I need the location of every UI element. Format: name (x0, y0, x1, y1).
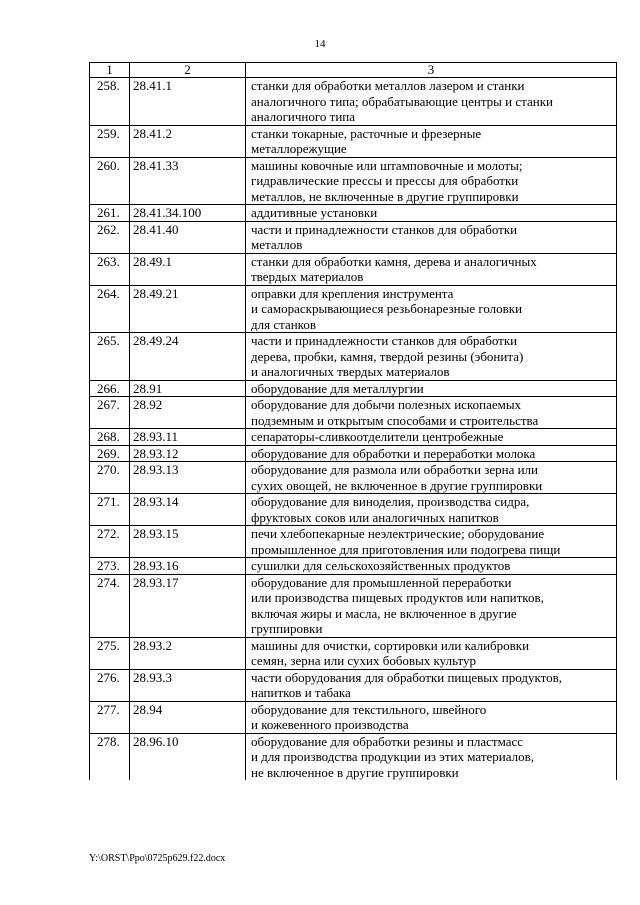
classification-code-cell: 28.41.33 (130, 157, 246, 205)
column-header-1: 1 (90, 63, 130, 78)
table-row (90, 78, 617, 126)
description-cell: станки для обработки металлов лазером и станки аналогичного типа; обрабатывающие центры и станки аналогичного типа (246, 78, 617, 126)
table-row (90, 221, 617, 253)
classification-code-cell: 28.49.21 (130, 285, 246, 333)
table-row (90, 253, 617, 285)
classification-code-cell: 28.93.12 (130, 445, 246, 462)
table-row (90, 637, 617, 669)
table-row (90, 701, 617, 733)
table-row (90, 205, 617, 222)
row-number-cell: 259. (90, 125, 130, 157)
table-row (90, 397, 617, 429)
table-row (90, 380, 617, 397)
table-body (90, 78, 617, 781)
classification-code-cell: 28.41.1 (130, 78, 246, 126)
table-row (90, 462, 617, 494)
row-number-cell: 276. (90, 669, 130, 701)
description-cell: станки токарные, расточные и фрезерные металлорежущие (246, 125, 617, 157)
document-table (89, 62, 617, 780)
classification-code-cell: 28.93.17 (130, 574, 246, 637)
classification-code-cell: 28.93.16 (130, 558, 246, 575)
classification-code-cell: 28.41.2 (130, 125, 246, 157)
table-header (90, 63, 617, 78)
table-row (90, 494, 617, 526)
description-cell: оборудование для промышленной переработки или производства пищевых продуктов или напитков, включая жиры и масла, не включенное в другие группировки (246, 574, 617, 637)
classification-code-cell: 28.96.10 (130, 733, 246, 780)
classification-code-cell: 28.93.3 (130, 669, 246, 701)
row-number-cell: 264. (90, 285, 130, 333)
row-number-cell: 277. (90, 701, 130, 733)
row-number-cell: 267. (90, 397, 130, 429)
row-number-cell: 263. (90, 253, 130, 285)
description-cell: аддитивные установки (246, 205, 617, 222)
table-row (90, 125, 617, 157)
row-number-cell: 271. (90, 494, 130, 526)
description-cell: оправки для крепления инструмента и самораскрывающиеся резьбонарезные головки для станков (246, 285, 617, 333)
table-row (90, 574, 617, 637)
table-header-row (90, 63, 617, 78)
column-header-2: 2 (130, 63, 246, 78)
description-cell: машины для очистки, сортировки или калибровки семян, зерна или сухих бобовых культур (246, 637, 617, 669)
row-number-cell: 258. (90, 78, 130, 126)
description-cell: оборудование для текстильного, швейного и кожевенного производства (246, 701, 617, 733)
row-number-cell: 270. (90, 462, 130, 494)
row-number-cell: 269. (90, 445, 130, 462)
description-cell: части и принадлежности станков для обработки металлов (246, 221, 617, 253)
description-cell: оборудование для металлургии (246, 380, 617, 397)
table-row (90, 333, 617, 381)
column-header-3: 3 (246, 63, 617, 78)
description-cell: оборудование для обработки резины и пластмасс и для производства продукции из этих материалов, не включенное в другие группировки (246, 733, 617, 780)
description-cell: печи хлебопекарные неэлектрические; оборудование промышленное для приготовления или подогрева пищи (246, 526, 617, 558)
file-path-footer: Y:\ORST\Ppo\0725p629.f22.docx (89, 853, 226, 864)
description-cell: сушилки для сельскохозяйственных продуктов (246, 558, 617, 575)
row-number-cell: 275. (90, 637, 130, 669)
description-cell: части оборудования для обработки пищевых продуктов, напитков и табака (246, 669, 617, 701)
description-cell: оборудование для размола или обработки зерна или сухих овощей, не включенное в другие группировки (246, 462, 617, 494)
row-number-cell: 266. (90, 380, 130, 397)
row-number-cell: 273. (90, 558, 130, 575)
table-row (90, 445, 617, 462)
table-row (90, 669, 617, 701)
table-row (90, 285, 617, 333)
row-number-cell: 278. (90, 733, 130, 780)
row-number-cell: 272. (90, 526, 130, 558)
classification-code-cell: 28.92 (130, 397, 246, 429)
classification-code-cell: 28.49.24 (130, 333, 246, 381)
classification-code-cell: 28.41.34.100 (130, 205, 246, 222)
row-number-cell: 262. (90, 221, 130, 253)
classification-code-cell: 28.93.15 (130, 526, 246, 558)
classification-code-cell: 28.91 (130, 380, 246, 397)
classification-code-cell: 28.41.40 (130, 221, 246, 253)
description-cell: оборудование для виноделия, производства сидра, фруктовых соков или аналогичных напитков (246, 494, 617, 526)
table-row (90, 733, 617, 780)
row-number-cell: 268. (90, 429, 130, 446)
classification-code-cell: 28.93.2 (130, 637, 246, 669)
table-row (90, 157, 617, 205)
description-cell: части и принадлежности станков для обработки дерева, пробки, камня, твердой резины (эбонита) и аналогичных твердых материалов (246, 333, 617, 381)
row-number-cell: 261. (90, 205, 130, 222)
description-cell: оборудование для добычи полезных ископаемых подземным и открытым способами и строительства (246, 397, 617, 429)
description-cell: оборудование для обработки и переработки молока (246, 445, 617, 462)
classification-code-cell: 28.94 (130, 701, 246, 733)
description-cell: сепараторы-сливкоотделители центробежные (246, 429, 617, 446)
row-number-cell: 265. (90, 333, 130, 381)
table-row (90, 558, 617, 575)
classification-code-cell: 28.93.11 (130, 429, 246, 446)
page-number: 14 (314, 38, 326, 50)
row-number-cell: 260. (90, 157, 130, 205)
description-cell: машины ковочные или штамповочные и молоты; гидравлические прессы и прессы для обработки металлов, не включенные в другие группировки (246, 157, 617, 205)
description-cell: станки для обработки камня, дерева и аналогичных твердых материалов (246, 253, 617, 285)
classification-code-cell: 28.93.13 (130, 462, 246, 494)
table-row (90, 429, 617, 446)
classification-code-cell: 28.49.1 (130, 253, 246, 285)
row-number-cell: 274. (90, 574, 130, 637)
classification-code-cell: 28.93.14 (130, 494, 246, 526)
table-row (90, 526, 617, 558)
